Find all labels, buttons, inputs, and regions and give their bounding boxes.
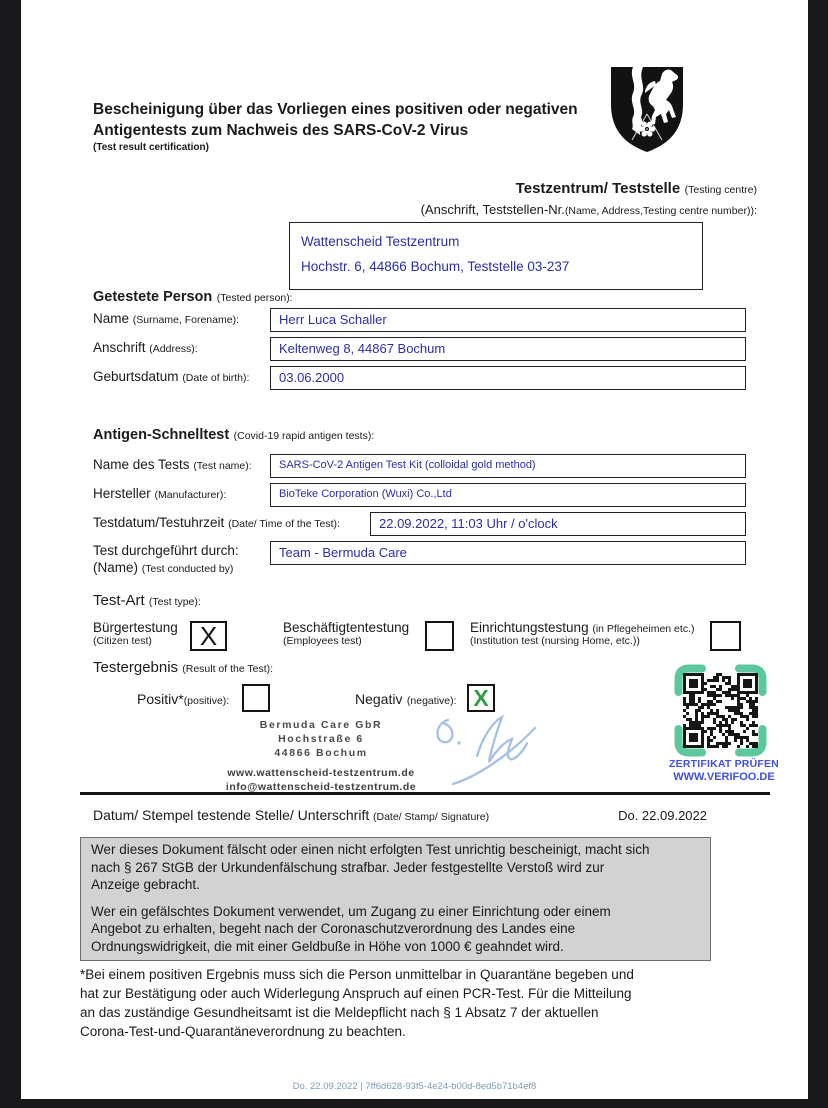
legal-paragraph-2: Wer ein gefälschtes Dokument verwendet, um Zugang zu einer Einrichtung oder einem Angebot zu erhalten, begeht nach der Coronaschutzverordnung des Landes eine Ordnungswidrigkeit, die mit einer Geldbuße in Höhe von 1000 € geahndet wird. xyxy=(91,903,611,954)
test-name-label: Name des Tests (Test name): xyxy=(93,457,252,472)
checkbox-institution-test[interactable] xyxy=(710,621,741,651)
test-datetime-value: 22.09.2022, 11:03 Uhr / o'clock xyxy=(379,516,558,531)
negative-label: Negativ (negative): xyxy=(355,691,457,707)
title-subtitle: (Test result certification) xyxy=(93,142,209,153)
test-datetime-field[interactable] xyxy=(370,512,746,536)
qr-code-block xyxy=(674,664,767,757)
dob-field[interactable] xyxy=(270,366,746,390)
stamp-line3: 44866 Bochum xyxy=(274,747,368,759)
checkbox-positive[interactable] xyxy=(242,684,270,712)
positive-result-footnote: *Bei einem positiven Ergebnis muss sich die Person unmittelbar in Quarantäne begeben und hat zur Bestätigung oder auch Widerlegung Anspruch auf einen PCR-Test. Für die Mitteilung an das zuständige Gesundheitsamt ist die Meldepflicht nach § 1 Absatz 7 der aktuellen Corona-Test-und-Quarantäneverordnung zu beachten. xyxy=(80,967,634,1039)
positive-label: Positiv*(positive): xyxy=(137,691,230,707)
verify-url: WWW.VERIFOO.DE xyxy=(673,771,775,783)
address-field[interactable] xyxy=(270,337,746,361)
legal-notice-box xyxy=(80,837,711,961)
conducted-by-label: Test durchgeführt durch: (Name) (Test conducted by) xyxy=(93,543,239,575)
test-centre-address-label-colon: : xyxy=(753,205,757,217)
checkbox-employee-test[interactable] xyxy=(425,621,454,651)
verify-certificate-text xyxy=(659,758,789,784)
test-centre-heading xyxy=(321,180,757,198)
person-section-heading xyxy=(93,288,293,306)
name-field[interactable] xyxy=(270,308,746,332)
test-heading-main: Antigen-Schnelltest xyxy=(93,427,230,443)
certificate-page xyxy=(21,0,808,1099)
dob-value: 03.06.2000 xyxy=(279,370,345,385)
nrw-coat-of-arms-icon xyxy=(603,62,691,154)
result-heading: Testergebnis (Result of the Test): xyxy=(93,659,274,676)
test-centre-address-label-main: (Anschrift, Teststellen-Nr. xyxy=(420,202,565,217)
manufacturer-value: BioTeke Corporation (Wuxi) Co.,Ltd xyxy=(279,488,452,500)
verify-line1: ZERTIFIKAT PRÜFEN xyxy=(669,758,779,770)
document-footer-id: Do. 22.09.2022 | 7ff6d628-93f5-4e24-b00d-8ed5b71b4ef8 xyxy=(292,1081,537,1092)
test-centre-address: Hochstr. 6, 44866 Bochum, Teststelle 03-237 xyxy=(301,259,570,274)
test-type-heading: Test-Art (Test type): xyxy=(93,592,201,609)
conducted-by-field[interactable] xyxy=(270,541,746,565)
test-datetime-label: Testdatum/Testuhrzeit (Date/ Time of the Test): xyxy=(93,515,340,530)
stamp-email: info@wattenscheid-testzentrum.de xyxy=(225,780,417,793)
name-label: Name (Surname, Forename): xyxy=(93,311,239,326)
dob-label: Geburtsdatum (Date of birth): xyxy=(93,369,250,384)
section-divider xyxy=(80,792,770,795)
negative-check-mark: X xyxy=(473,684,489,711)
test-centre-heading-sub: (Testing centre) xyxy=(684,184,757,196)
test-section-heading xyxy=(93,426,374,444)
test-name-value: SARS-CoV-2 Antigen Test Kit (colloidal gold method) xyxy=(279,459,536,471)
person-heading-sub: (Tested person): xyxy=(216,292,293,304)
conducted-by-value: Team - Bermuda Care xyxy=(279,545,407,560)
test-centre-address-label-sub: (Name, Address,Testing centre number)) xyxy=(564,205,754,217)
test-centre-heading-main: Testzentrum/ Teststelle xyxy=(515,180,681,197)
manufacturer-label: Hersteller (Manufacturer): xyxy=(93,486,227,501)
citizen-test-label: Bürgertestung (Citizen test) xyxy=(93,620,178,647)
employee-test-label: Beschäftigtentestung (Employees test) xyxy=(283,620,410,647)
signature-row-date: Do. 22.09.2022 xyxy=(618,808,707,823)
citizen-check-mark: X xyxy=(199,621,218,651)
institution-test-label: Einrichtungstestung (in Pflegeheimen etc.) (Institution test (nursing Home, etc.)) xyxy=(470,620,695,647)
test-centre-address-label xyxy=(321,201,757,219)
test-heading-sub: (Covid-19 rapid antigen tests): xyxy=(233,430,375,442)
document-title xyxy=(93,99,578,154)
qr-code-icon xyxy=(683,673,758,748)
signature xyxy=(393,692,553,792)
title-line1: Bescheinigung über das Vorliegen eines positiven oder negativen xyxy=(93,101,578,118)
person-heading-main: Getestete Person xyxy=(93,289,213,305)
checkbox-citizen-test[interactable] xyxy=(190,621,227,651)
test-name-field[interactable] xyxy=(270,454,746,478)
name-value: Herr Luca Schaller xyxy=(279,312,387,327)
manufacturer-field[interactable] xyxy=(270,483,746,507)
address-label: Anschrift (Address): xyxy=(93,340,198,355)
test-centre-box[interactable] xyxy=(289,222,703,290)
legal-paragraph-1: Wer dieses Dokument fälscht oder einen nicht erfolgten Test unrichtig bescheinigt, macht sich nach § 267 StGB der Urkundenfälschung strafbar. Jeder festgestellte Verstoß wird zur Anzeige gebracht. xyxy=(91,842,650,892)
title-line2: Antigentests zum Nachweis des SARS-CoV-2 Virus xyxy=(93,122,469,139)
test-centre-name: Wattenscheid Testzentrum xyxy=(301,234,460,249)
stamp-line1: Bermuda Care GbR xyxy=(259,719,383,731)
stamp-line2: Hochstraße 6 xyxy=(278,733,364,745)
stamp-website: www.wattenscheid-testzentrum.de xyxy=(227,767,415,779)
signature-row-label: Datum/ Stempel testende Stelle/ Unterschrift (Date/ Stamp/ Signature) xyxy=(93,807,490,823)
address-value: Keltenweg 8, 44867 Bochum xyxy=(279,341,446,356)
